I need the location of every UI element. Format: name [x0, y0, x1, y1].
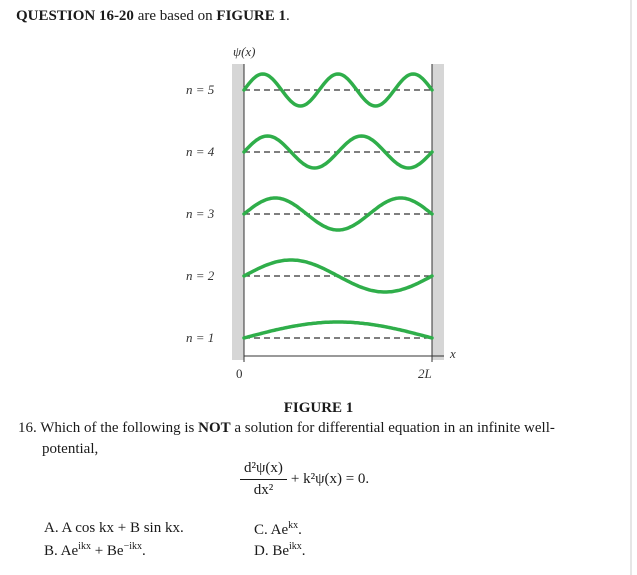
level-label-n1: n = 1 — [186, 330, 215, 345]
left-wall — [232, 64, 244, 360]
question-emphasis: NOT — [198, 420, 231, 436]
option-b-mid: + Be — [90, 543, 124, 559]
option-b-exp1: ikx — [78, 541, 91, 552]
question-range: QUESTION 16-20 — [16, 8, 134, 24]
option-d-end: . — [301, 543, 306, 559]
header-middle: are based on — [133, 8, 217, 24]
option-c[interactable] — [254, 520, 302, 539]
question-post: a solution for differential equation in an infinite well- — [230, 420, 555, 436]
equation-fraction — [240, 460, 287, 499]
equation-rest: + k²ψ(x) = 0. — [290, 471, 370, 487]
option-d-exp: ikx — [289, 541, 302, 552]
level-label-n4: n = 4 — [186, 144, 215, 159]
question-line-1 — [18, 418, 618, 439]
option-b-exp2: −ikx — [123, 541, 142, 552]
option-b-end: . — [142, 543, 146, 559]
right-wall — [432, 64, 444, 360]
wavefunction-n4 — [244, 136, 432, 168]
figure-reference: FIGURE 1 — [216, 8, 286, 24]
question-16 — [18, 418, 618, 460]
option-b-prefix: B. Ae — [44, 543, 79, 559]
y-axis-label: ψ(x) — [233, 44, 256, 59]
header-end: . — [286, 8, 290, 24]
differential-equation — [240, 460, 369, 499]
option-d[interactable] — [254, 541, 306, 560]
option-c-prefix: C. Ae — [254, 522, 289, 538]
question-line-2: potential, — [42, 441, 99, 457]
question-pre: Which of the following is — [36, 420, 199, 436]
option-c-end: . — [298, 522, 302, 538]
level-label-n2: n = 2 — [186, 268, 215, 283]
level-label-n5: n = 5 — [186, 82, 215, 97]
option-a[interactable]: A. A cos kx + B sin kx. — [44, 520, 184, 536]
wavefunction-n2 — [244, 260, 432, 292]
equation-denominator: dx² — [253, 482, 274, 498]
equation-numerator: d²ψ(x) — [240, 460, 287, 480]
option-c-exp: kx — [288, 520, 299, 531]
level-label-n3: n = 3 — [186, 206, 215, 221]
wavefunction-n1 — [244, 322, 432, 338]
figure-caption: FIGURE 1 — [283, 400, 354, 416]
tick-label-zero: 0 — [236, 366, 243, 381]
option-b[interactable] — [44, 541, 146, 560]
tick-label-2L: 2L — [418, 366, 432, 381]
option-d-prefix: D. Be — [254, 543, 289, 559]
question-number: 16. — [18, 420, 37, 436]
x-axis-label: x — [450, 346, 456, 361]
